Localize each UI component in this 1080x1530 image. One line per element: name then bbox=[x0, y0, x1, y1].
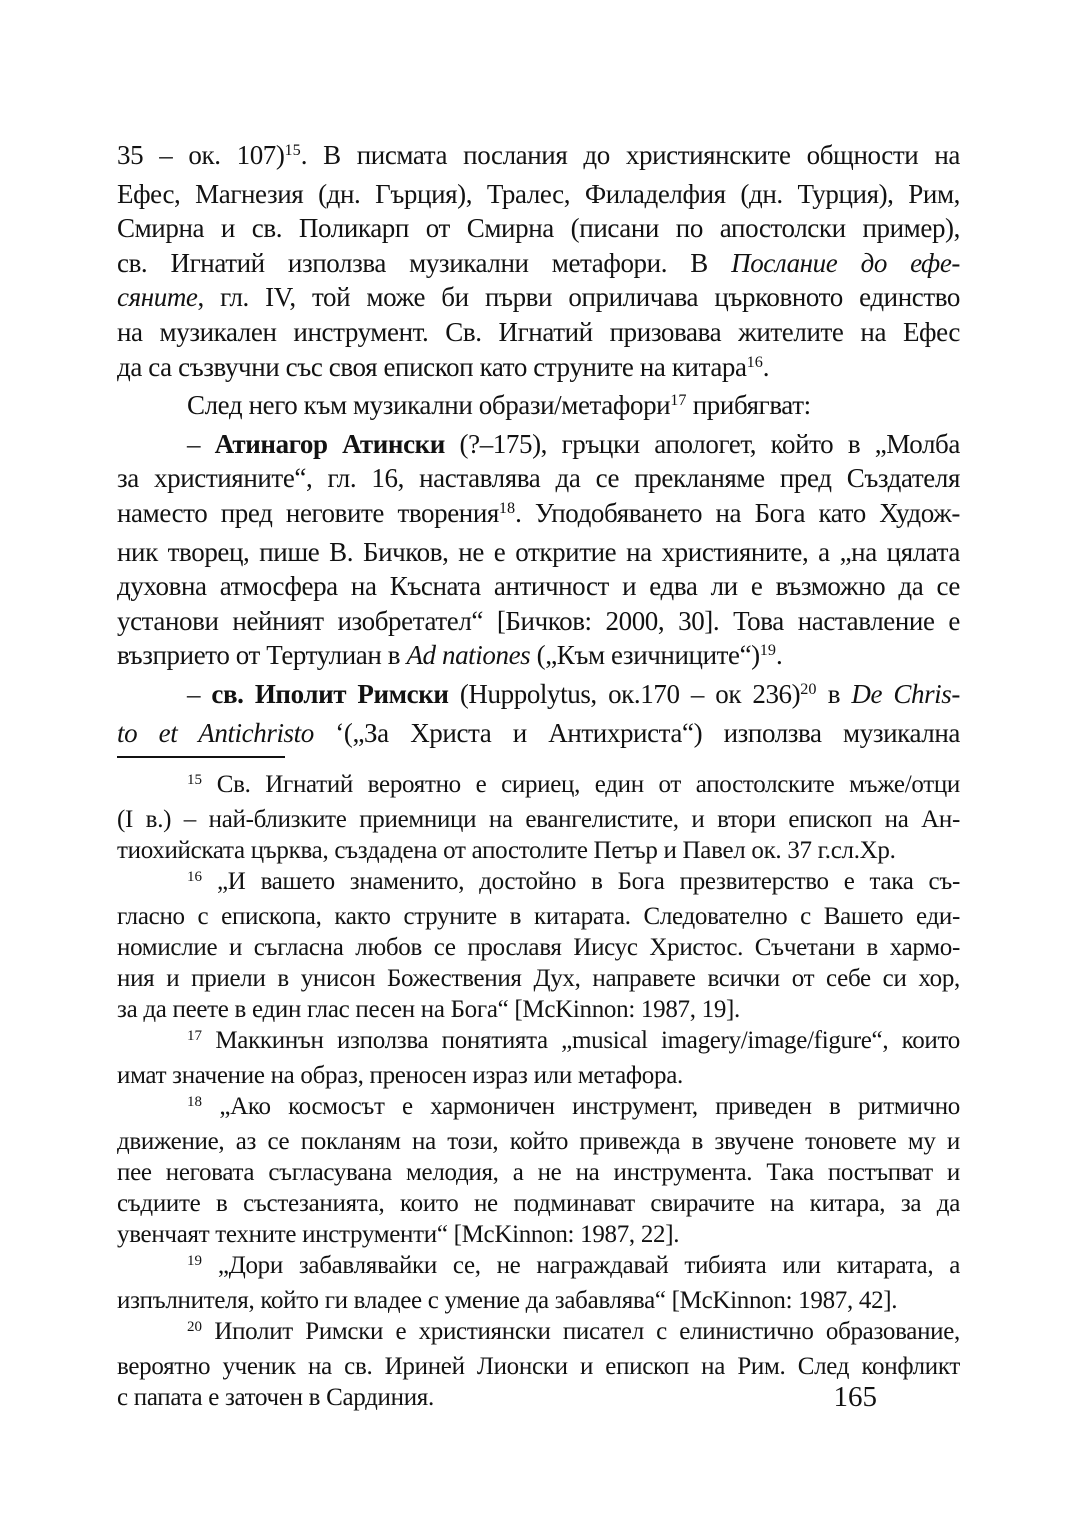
footnotes-block bbox=[117, 769, 960, 1413]
footnote-line: вероятно ученик на св. Ириней Лионски и епископ на Рим. След конфликт bbox=[117, 1353, 960, 1381]
footnote-line: $^{18}$ „Ако космосът е хармоничен инструмент, приведен в ритмично bbox=[187, 1093, 960, 1121]
footnote-line: увенчаят техните инструменти“ [McKinnon: 1987, 22]. bbox=[117, 1221, 680, 1249]
text-line: – Атинагор Атински (?–175), гръцки апологет, който в „Молба bbox=[187, 428, 960, 459]
footnote-16 bbox=[117, 866, 960, 1025]
footnote-marker: 17 bbox=[670, 391, 687, 410]
footnote-line: номислие и съгласна любов се прославя Иисус Христос. Съчетани в хармо- bbox=[117, 934, 960, 962]
footnote-18 bbox=[117, 1091, 960, 1250]
text-line: възприето от Тертулиан в Ad nationes („Към езичниците“)$^{19}$. bbox=[117, 640, 783, 671]
footnote-marker: 20 bbox=[187, 1318, 202, 1335]
footnote-marker: 20 bbox=[800, 680, 817, 698]
footnote-line: движение, аз се покланям на този, който привежда в звучене тоновете му и bbox=[117, 1128, 960, 1156]
text-line: Ефес, Магнезия (дн. Гърция), Тралес, Филаделфия (дн. Турция), Рим, bbox=[117, 178, 960, 209]
paragraph bbox=[117, 388, 960, 427]
footnote-marker: 16 bbox=[746, 352, 763, 371]
text-line: духовна атмосфера на Късната античност и едва ли е възможно да се bbox=[117, 571, 960, 602]
footnote-17 bbox=[117, 1025, 960, 1091]
main-text-block bbox=[117, 138, 960, 750]
footnote-marker: 15 bbox=[187, 771, 202, 788]
footnote-line: с папата е заточен в Сардиния. bbox=[117, 1384, 434, 1412]
footnote-line: (I в.) – най-близките приемници на евангелистите, и втори епископ на Ан- bbox=[117, 806, 960, 834]
footnote-line: за да пеете в един глас песен на Бога“ [McKinnon: 1987, 19]. bbox=[117, 996, 741, 1024]
footnote-line: $^{15}$ Св. Игнатий вероятно е сириец, един от апостолските мъже/отци bbox=[187, 771, 960, 799]
footnote-marker: 16 bbox=[187, 868, 202, 885]
footnote-line: $^{16}$ „И вашето знаменито, достойно в Бога презвитерство е така съ- bbox=[187, 868, 960, 896]
footnote-line: гласно с епископа, както струните в китарата. Следователно с Вашето еди- bbox=[117, 903, 960, 931]
footnote-marker: 17 bbox=[187, 1027, 202, 1044]
text-line: да са съзвучни със своя епископ като струните на китара$^{16}$. bbox=[117, 351, 770, 382]
footnote-line: съдиите в състезанията, които не подминават свирачите на китара, за да bbox=[117, 1190, 960, 1218]
footnote-line: $^{20}$ Иполит Римски е християнски писател с елинистично образование, bbox=[187, 1318, 960, 1346]
paragraph bbox=[117, 677, 960, 750]
text-line: ник творец, пише В. Бичков, не е откритие на християните, а „на цялата bbox=[117, 536, 960, 567]
footnote-line: имат значение на образ, преносен израз или метафора. bbox=[117, 1062, 683, 1090]
text-line: – св. Иполит Римски (Huppolytus, ок.170 – ок 236)$^{20}$ в De Chris- bbox=[187, 678, 960, 709]
footnote-15 bbox=[117, 769, 960, 866]
text-line: св. Игнатий използва музикални метафори. В Послание до ефе- bbox=[117, 247, 960, 278]
footnote-19 bbox=[117, 1250, 960, 1316]
footnote-marker: 19 bbox=[187, 1252, 202, 1269]
text-line: 35 – ок. 107)$^{15}$. В писмата послания до християнските общности на bbox=[117, 140, 960, 170]
footnote-line: $^{17}$ Маккинън използва понятията „musical imagery/image/figure“, които bbox=[187, 1027, 960, 1055]
page-content bbox=[117, 138, 960, 1413]
footnote-line: ния и приели в унисон Божествения Дух, направете всички от себе си хор, bbox=[117, 965, 960, 993]
footnote-marker: 18 bbox=[498, 499, 516, 518]
footnote-line: тиохийската църква, създадена от апостолите Петър и Павел ок. 37 г.сл.Хр. bbox=[117, 837, 896, 865]
text-line: установи нейният изобретател“ [Бичков: 2000, 30]. Това наставление е bbox=[117, 605, 960, 636]
text-line: за християните“, гл. 16, наставлява да се прекланяме пред Създателя bbox=[117, 463, 960, 494]
footnote-marker: 19 bbox=[759, 641, 776, 660]
text-line: наместо пред неговите творения$^{18}$. Уподобяването на Бога като Худож- bbox=[117, 497, 960, 528]
footnote-marker: 15 bbox=[284, 141, 301, 160]
footnote-separator bbox=[117, 756, 285, 758]
text-line: to et Antichristo ‘(„За Христа и Антихриста“) използва музикална bbox=[117, 717, 960, 748]
text-line: на музикален инструмент. Св. Игнатий призовава жителите на Ефес bbox=[117, 316, 960, 347]
footnote-line: изпълнителя, който ги владее с умение да забавлява“ [McKinnon: 1987, 42]. bbox=[117, 1287, 898, 1315]
paragraph bbox=[117, 427, 960, 677]
paragraph bbox=[117, 138, 960, 388]
page-number: 165 bbox=[833, 1381, 877, 1413]
text-line: След него към музикални образи/метафори$^{17}$ прибягват: bbox=[187, 390, 811, 421]
footnote-line: пее неговата съгласувана мелодия, а не на инструмента. Така постъпват и bbox=[117, 1159, 960, 1187]
text-line: сяните, гл. IV, той може би първи оприличава църковното единство bbox=[117, 282, 960, 313]
text-line: Смирна и св. Поликарп от Смирна (писани по апостолски пример), bbox=[117, 213, 960, 244]
footnote-marker: 18 bbox=[187, 1093, 202, 1110]
footnote-line: $^{19}$ „Дори забавлявайки се, не награждавай тибията или китарата, а bbox=[187, 1252, 960, 1280]
